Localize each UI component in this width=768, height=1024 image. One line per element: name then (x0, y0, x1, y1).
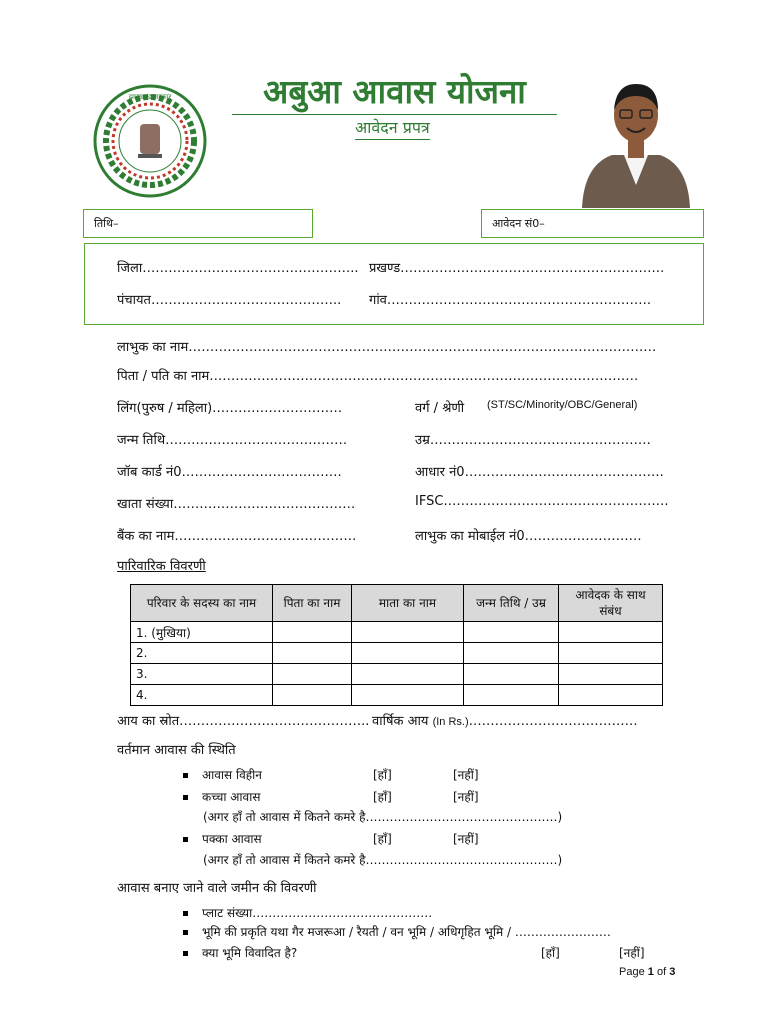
dob-field: जन्म तिथि…………………………………… (117, 433, 348, 448)
kutcha-no[interactable]: [नहीं] (453, 790, 479, 804)
age-field: उम्र…………………………………………… (415, 433, 651, 448)
homeless-yes[interactable]: [हाँ] (373, 768, 392, 782)
father-husband-name-field: पिता / पति का नाम……………………………………………………………………………………… (117, 369, 639, 384)
land-details-heading: आवास बनाए जाने वाले जमीन की विवरणी (117, 881, 317, 896)
gender-field: लिंग(पुरुष / महिला)………………………… (117, 401, 343, 416)
pucca-option (183, 830, 262, 847)
table-row (131, 664, 663, 685)
application-number-box (481, 209, 704, 238)
block-field: प्रखण्ड……………………………………………………. (369, 261, 665, 276)
date-label: तिथि– (94, 217, 119, 230)
page-title: अबुआ आवास योजना (232, 72, 557, 115)
village-field: गांव……………………………………………………. (369, 293, 652, 308)
pucca-yes[interactable]: [हाँ] (373, 832, 392, 846)
plot-number-field: प्लाट संख्या……………………………………… (202, 906, 433, 920)
table-row (131, 685, 663, 706)
annual-income-label: वार्षिक आय (372, 714, 429, 729)
kutcha-label: कच्चा आवास (202, 790, 261, 804)
date-field-box (83, 209, 313, 238)
land-nature-item (183, 923, 611, 940)
panchayat-field: पंचायत…………………………………….. (117, 293, 342, 308)
homeless-option (183, 766, 262, 783)
kutcha-rooms-field: (अगर हाँ तो आवास में कितने कमरे है…………………………………………) (203, 810, 563, 824)
page-subtitle: आवेदन प्रपत्र (355, 117, 430, 140)
land-disputed-label: क्या भूमि विवादित है? (202, 946, 298, 960)
plot-number-item (183, 904, 432, 921)
annual-income-field (372, 711, 638, 729)
income-source-field: आय का स्रोत…………………………………….. (117, 714, 370, 729)
table-cell[interactable]: 4. (131, 685, 273, 706)
page-total: 3 (669, 966, 676, 978)
table-row (131, 643, 663, 664)
kutcha-option (183, 788, 260, 805)
bank-name-field: बैंक का नाम…………………………………… (117, 529, 357, 544)
column-header: परिवार के सदस्य का नाम (131, 585, 273, 622)
ifsc-field: IFSC……………………………………………. (415, 494, 669, 509)
category-options: (ST/SC/Minority/OBC/General) (487, 399, 638, 411)
beneficiary-name-field: लाभुक का नाम……………………………………………………………………………………………… (117, 340, 657, 355)
homeless-no[interactable]: [नहीं] (453, 768, 479, 782)
job-card-field: जॉब कार्ड नं0………………………………. (117, 465, 342, 480)
annual-income-unit: (In Rs.) (432, 716, 469, 728)
aadhaar-field: आधार नं0………………………………………. (415, 465, 664, 480)
table-cell[interactable]: 1. (मुखिया) (131, 622, 273, 643)
column-header: आवेदक के साथ संबंध (559, 585, 663, 622)
jharkhand-seal-logo (93, 84, 207, 198)
application-number-label: आवेदन सं0– (492, 217, 545, 230)
page-prefix: Page (619, 966, 645, 978)
account-number-field: खाता संख्या…………………………………… (117, 497, 356, 512)
disputed-no[interactable]: [नहीं] (619, 946, 645, 960)
column-header: जन्म तिथि / उम्र (464, 585, 559, 622)
mobile-field: लाभुक का मोबाईल नं0……………………… (415, 529, 642, 544)
table-cell[interactable]: 3. (131, 664, 273, 685)
land-nature-field: भूमि की प्रकृति यथा गैर मजरूआ / रैयती / वन भूमि / अधिगृहित भूमि / …………………… (202, 925, 611, 939)
family-details-heading: पारिवारिक विवरणी (117, 559, 206, 574)
pucca-no[interactable]: [नहीं] (453, 832, 479, 846)
table-header-row (131, 585, 663, 622)
column-header: पिता का नाम (273, 585, 352, 622)
homeless-label: आवास विहीन (202, 768, 262, 782)
svg-text:झारखण्ड सरकार: झारखण्ड सरकार (128, 93, 172, 101)
location-box (84, 243, 704, 325)
pucca-label: पक्का आवास (202, 832, 262, 846)
category-label: वर्ग / श्रेणी (415, 401, 465, 416)
page-number (619, 966, 675, 978)
page-current: 1 (647, 966, 654, 978)
table-cell[interactable]: 2. (131, 643, 273, 664)
land-disputed-item (183, 944, 297, 961)
page-of: of (656, 966, 667, 978)
disputed-yes[interactable]: [हाँ] (541, 946, 560, 960)
housing-status-heading: वर्तमान आवास की स्थिति (117, 743, 236, 758)
kutcha-yes[interactable]: [हाँ] (373, 790, 392, 804)
district-field: जिला………………………………………….. (117, 261, 359, 276)
annual-income-dots: ………………………………… (468, 714, 638, 729)
pucca-rooms-field: (अगर हाँ तो आवास में कितने कमरे है…………………………………………) (203, 853, 563, 867)
column-header: माता का नाम (352, 585, 464, 622)
table-row (131, 622, 663, 643)
family-table (130, 584, 663, 706)
chief-minister-photo (572, 70, 700, 208)
